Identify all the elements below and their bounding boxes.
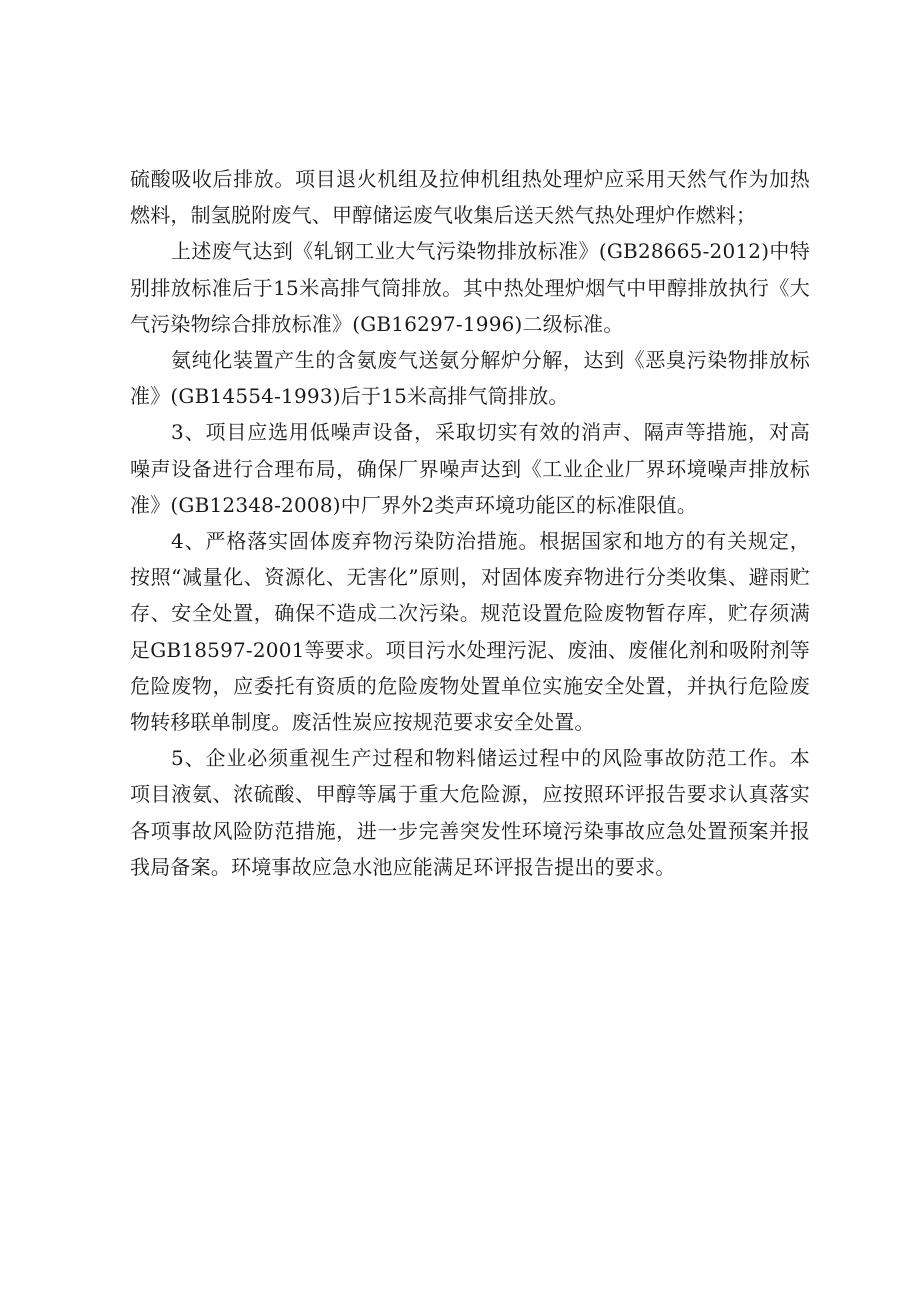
paragraph-ammonia-exhaust: 氨纯化装置产生的含氨废气送氨分解炉分解，达到《恶臭污染物排放标准》(GB14554-1993)后于15米高排气筒排放。 bbox=[130, 348, 810, 409]
document-body bbox=[130, 161, 810, 885]
paragraph-exhaust-standard: 上述废气达到《轧钢工业大气污染物排放标准》(GB28665-2012)中特别排放标准后于15米高排气筒排放。其中热处理炉烟气中甲醇排放执行《大气污染物综合排放标准》(GB16297-1996)二级标准。 bbox=[130, 239, 810, 336]
paragraph-item-3-noise: 3、项目应选用低噪声设备，采取切实有效的消声、隔声等措施，对高噪声设备进行合理布局，确保厂界噪声达到《工业企业厂界环境噪声排放标准》(GB12348-2008)中厂界外2类声环境功能区的标准限值。 bbox=[130, 420, 810, 517]
paragraph-item-5-risk: 5、企业必须重视生产过程和物料储运过程中的风险事故防范工作。本项目液氨、浓硫酸、甲醇等属于重大危险源，应按照环评报告要求认真落实各项事故风险防范措施，进一步完善突发性环境污染事故应急处置预案并报我局备案。环境事故应急水池应能满足环评报告提出的要求。 bbox=[130, 746, 810, 879]
paragraph-continuation: 硫酸吸收后排放。项目退火机组及拉伸机组热处理炉应采用天然气作为加热燃料，制氢脱附废气、甲醇储运废气收集后送天然气热处理炉作燃料； bbox=[130, 167, 810, 228]
paragraph-item-4-solid-waste: 4、严格落实固体废弃物污染防治措施。根据国家和地方的有关规定，按照“减量化、资源化、无害化”原则，对固体废弃物进行分类收集、避雨贮存、安全处置，确保不造成二次污染。规范设置危险废物暂存库，贮存须满足GB18597-2001等要求。项目污水处理污泥、废油、废催化剂和吸附剂等危险废物，应委托有资质的危险废物处置单位实施安全处置，并执行危险废物转移联单制度。废活性炭应按规范要求安全处置。 bbox=[130, 529, 810, 735]
